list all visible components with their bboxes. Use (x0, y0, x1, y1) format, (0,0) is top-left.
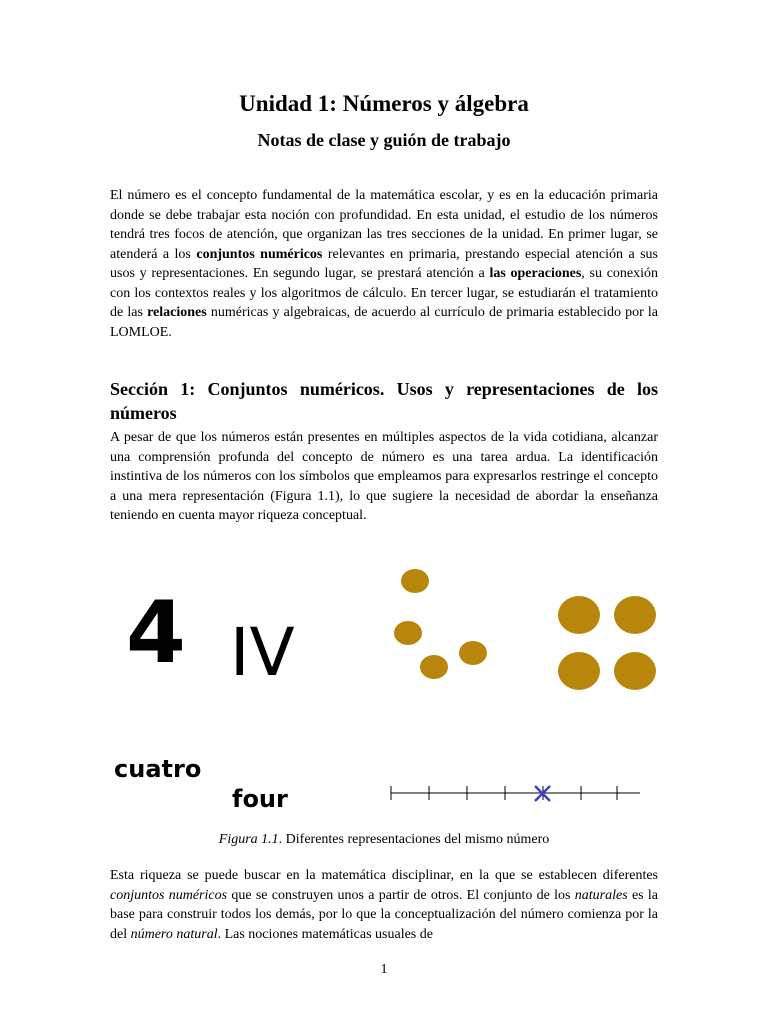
figure-word-spanish: cuatro (114, 755, 202, 783)
intro-bold-relaciones: relaciones (147, 305, 207, 320)
section-1-title: Sección 1: Conjuntos numéricos. Usos y representaciones de los números (110, 379, 658, 423)
page-subtitle: Notas de clase y guión de trabajo (257, 130, 511, 150)
figure-caption (0, 830, 768, 850)
intro-bold-operaciones: las operaciones (489, 266, 582, 281)
scattered-dots (394, 569, 487, 679)
intro-bold-conjuntos: conjuntos numéricos (196, 246, 323, 262)
p3-italic-numero-natural: número natural (130, 926, 218, 942)
p3-text-4: . Las nociones matemáticas usuales de (217, 926, 433, 942)
paragraph-3 (110, 866, 658, 944)
figure-1-1 (0, 540, 768, 830)
intro-text-1: El número es el concepto fundamental de la matemática escolar, y es en la educación primaria donde se debe trabajar esta noción con profundidad. En esta unidad, el estudio de los números tendrá tres focos de atención, que organizan las tres secciones de la unidad. En primer lugar, se atenderá a los (110, 188, 658, 262)
scattered-dot-2 (394, 621, 422, 645)
scattered-dot-3 (459, 641, 487, 665)
section-1-paragraph: A pesar de que los números están presentes en múltiples aspectos de la vida cotidiana, alcanzar una comprensión profunda del concepto de número es una tarea ardua. La identificación instintiva de los números con los símbolos que empleamos para expresarlos restringe el concepto a una mera representación (Figura 1.1), lo que sugiere la necesidad de abordar la enseñanza teniendo en cuenta mayor riqueza conceptual. (110, 430, 658, 523)
figure-word-english: four (232, 785, 288, 813)
p3-text-1: Esta riqueza se puede buscar en la matemática disciplinar, en la que se establecen diferentes (110, 868, 658, 883)
grid-dots (558, 596, 656, 690)
p3-italic-naturales: naturales (574, 887, 628, 903)
grid-dot-1 (558, 596, 600, 634)
grid-dot-2 (614, 596, 656, 634)
grid-dot-4 (614, 652, 656, 690)
scattered-dot-4 (420, 655, 448, 679)
figure-graphics (0, 540, 768, 830)
figure-caption-label: Figura 1.1 (218, 832, 279, 847)
p3-italic-conjuntos: conjuntos numéricos (110, 887, 228, 903)
number-line (391, 786, 640, 801)
page-number: 1 (380, 962, 388, 977)
grid-dot-3 (558, 652, 600, 690)
intro-text-2: relevantes en primaria, prestando especial atención a sus usos y representaciones. En segundo lugar, se prestará atención a (110, 246, 659, 281)
p3-text-3: es la base para construir todos los demás, por lo que la conceptualización del número comienza por la del (110, 887, 659, 942)
scattered-dot-1 (401, 569, 429, 593)
page-title: Unidad 1: Números y álgebra (239, 91, 529, 116)
figure-roman-numeral: IV (230, 614, 295, 691)
figure-arabic-numeral: 4 (126, 583, 186, 683)
figure-caption-text: . Diferentes representaciones del mismo número (278, 832, 550, 847)
intro-text-3: , su conexión con los contextos reales y los algoritmos de cálculo. En tercer lugar, se estudiarán el tratamiento de las (110, 266, 659, 320)
intro-paragraph (110, 186, 658, 342)
intro-text-4: numéricas y algebraicas, de acuerdo al currículo de primaria establecido por la LOMLOE. (110, 305, 659, 340)
p3-text-2: que se construyen unos a partir de otros. El conjunto de los (227, 887, 575, 903)
